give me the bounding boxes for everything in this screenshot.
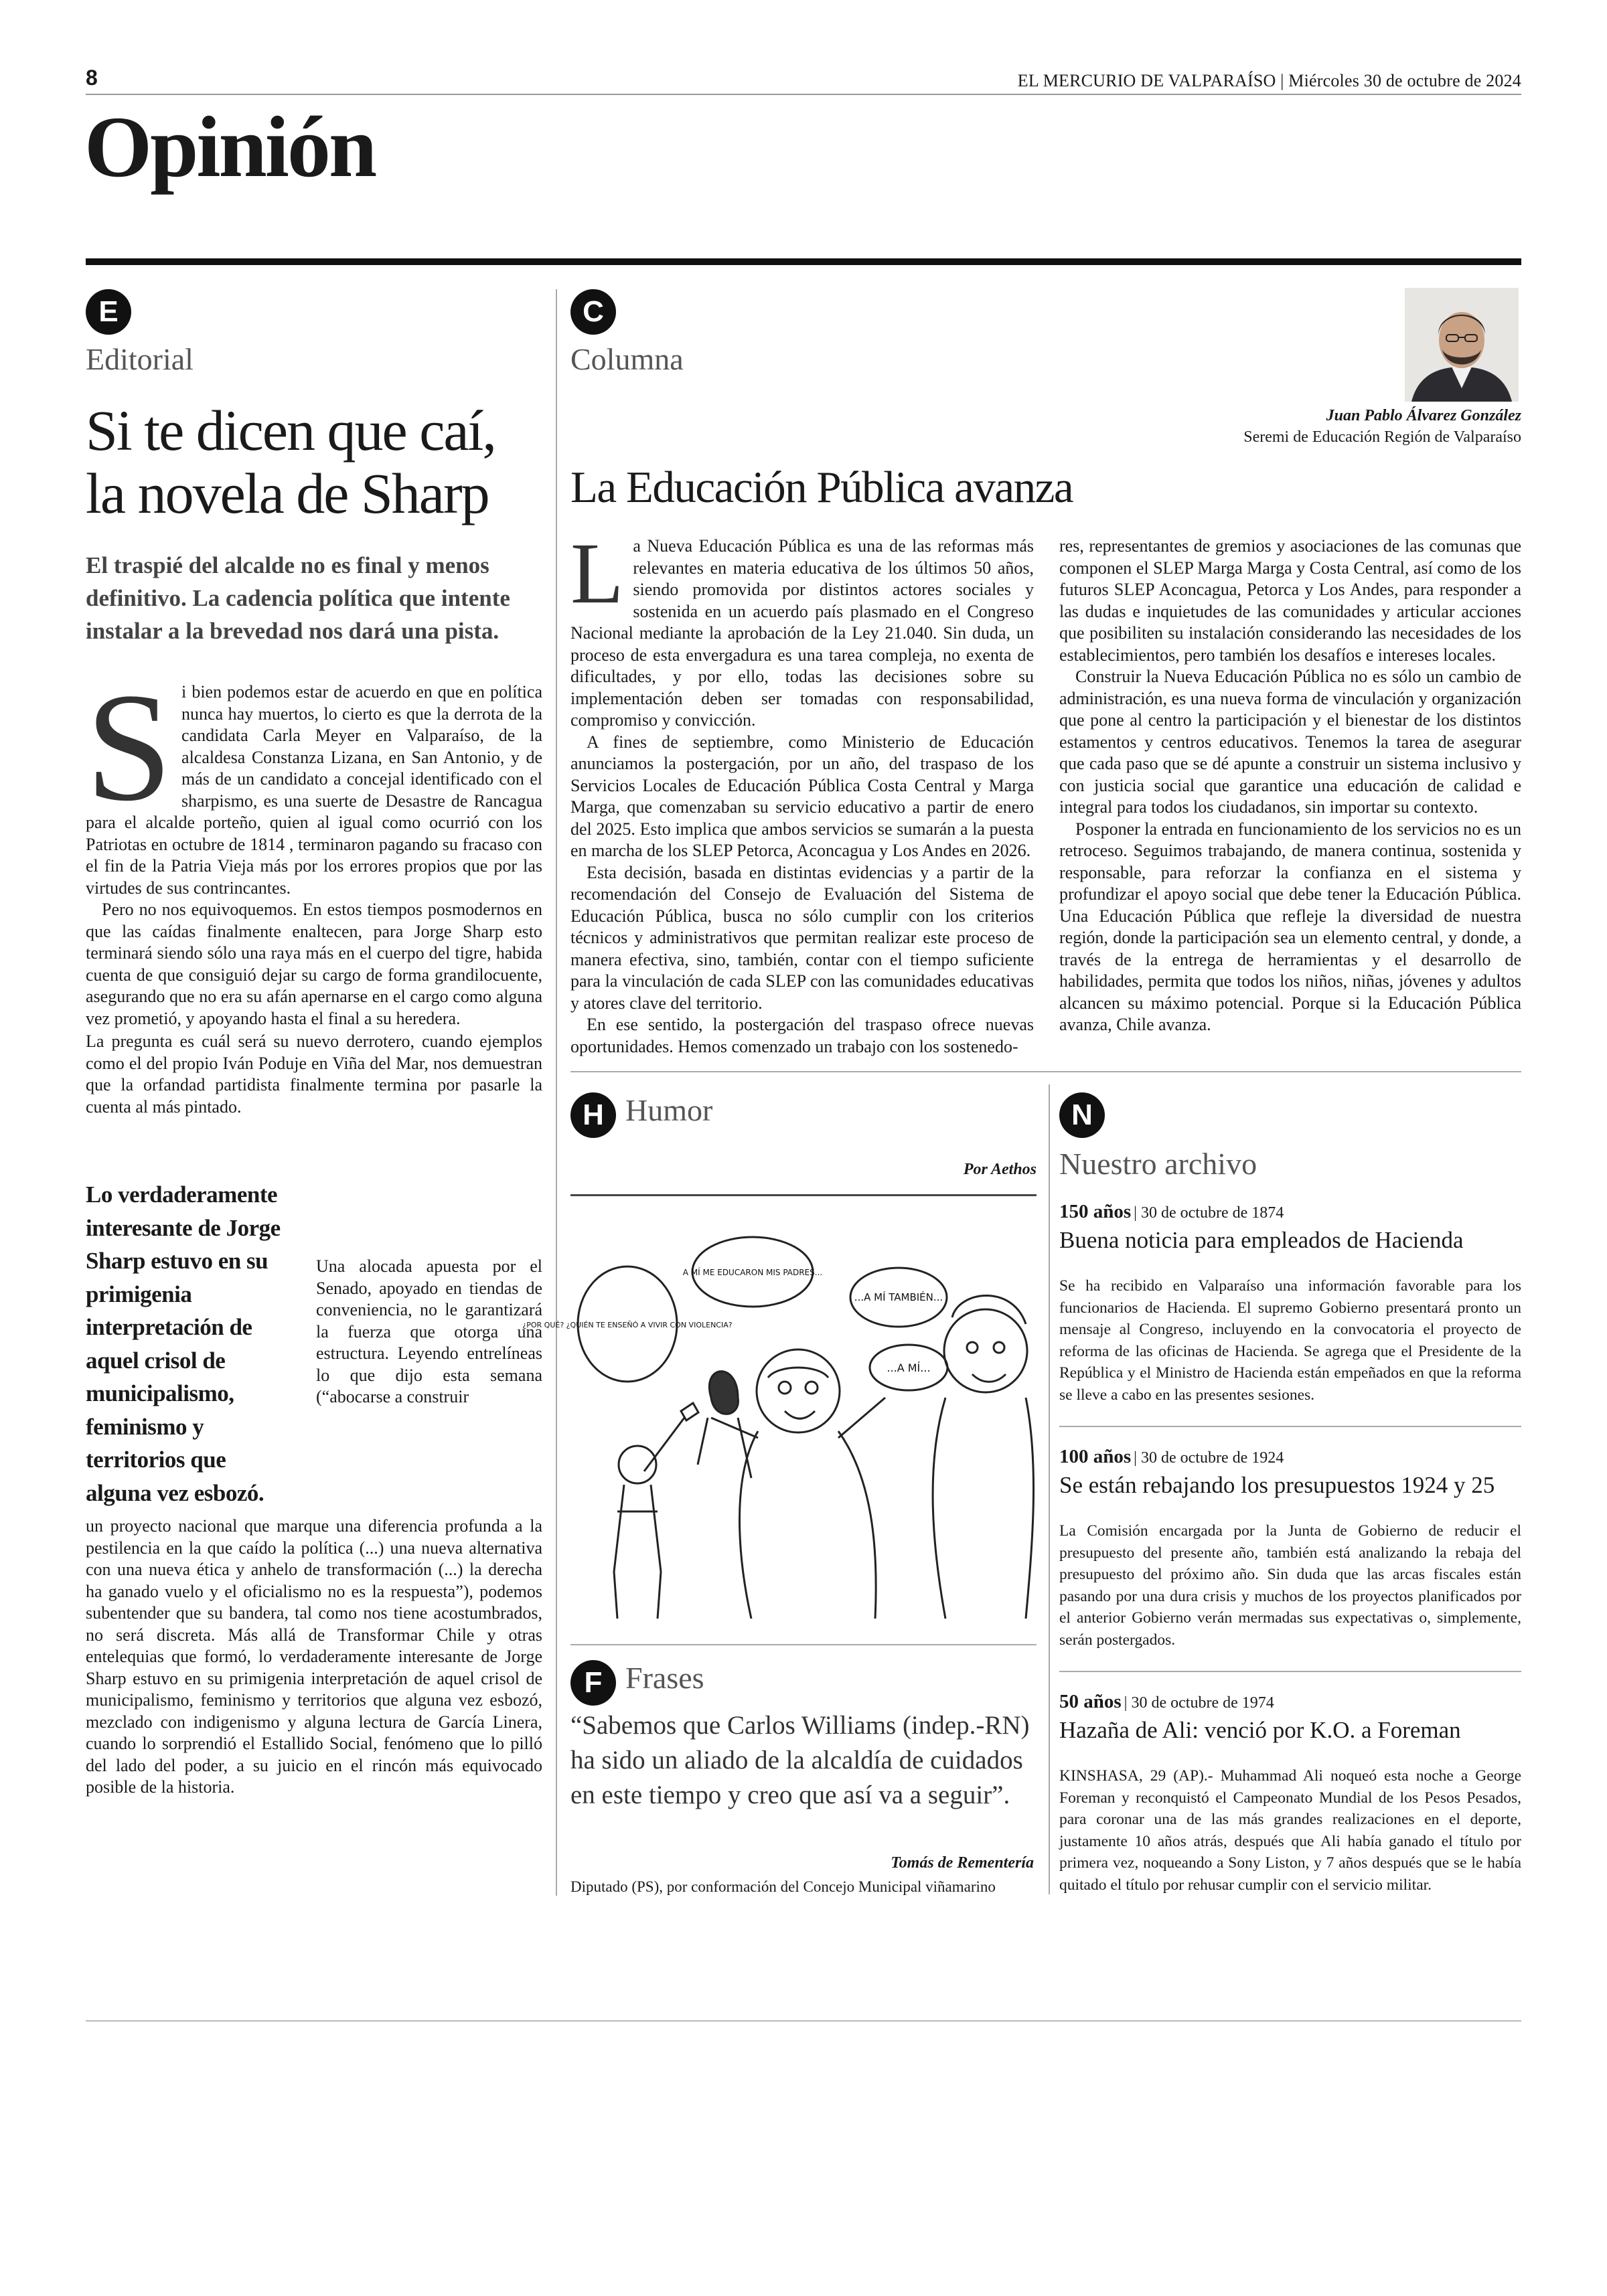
archive-years: 50 años — [1059, 1691, 1122, 1712]
editorial-body-inset — [316, 1256, 542, 1408]
frases-quote: “Sabemos que Carlos Williams (indep.-RN) ha sido un aliado de la alcaldía de cuidados en este tiempo y creo que así va a seguir”. — [570, 1711, 1030, 1809]
column-body-right — [1059, 536, 1521, 1036]
masthead-name: EL MERCURIO DE VALPARAÍSO — [1017, 71, 1276, 90]
archive-separator — [1059, 1671, 1521, 1672]
section-rule — [86, 258, 1521, 265]
author-avatar — [1405, 288, 1519, 402]
archive-date: | 30 de octubre de 1924 — [1134, 1449, 1284, 1467]
cartoon-rule — [570, 1194, 1037, 1196]
editorial-paragraph: un proyecto nacional que marque una diferencia profunda a la pestilencia en la que caído la política (...) una nueva alternativa con una nueva ética y anhelo de transformación (...) la derecha ha ganado vuelo y el oficialismo no es la respuesta”), podemos subentender que su bandera, tal como nos tiene acostumbrados, no será discreta. Más allá de Transformar Chile y otras entelequias que formó, lo verdaderamente interesante de Jorge Sharp estuvo en su primigenia interpretación de aquel crisol de municipalismo, feminismo y territorios que alguna vez esbozó, mezclado con indigenismo y alguna lectura de García Linera, cuando lo sorprendió el Estallido Social, fenómeno que lo pilló del lado del poder, a su juicio en el rincón más equivocado posible de la historia. — [86, 1516, 542, 1797]
editorial-paragraph — [86, 1031, 542, 1118]
frases-divider — [570, 1644, 1037, 1645]
editorial-body — [86, 661, 542, 1118]
cartoon-illustration — [522, 1197, 1037, 1625]
column-paragraph: Esta decisión, basada en distintas evidencias y a partir de la recomendación del Consejo de Evaluación del Sistema de Educación Pública, busca no sólo cumplir con los criterios técnicos y administrativos que permitan realizar este proceso de manera efectiva, sino, también, contar con el tiempo suficiente para la vinculación de cada SLEP con las comunidades educativas y atores clave del territorio. — [570, 862, 1034, 1013]
humor-credit: Por Aethos — [963, 1161, 1037, 1178]
editorial-deck: El traspié del alcalde no es final y menos definitivo. La cadencia política que intente instalar a la brevedad nos dará una pista. — [86, 552, 510, 644]
frases-badge: F — [570, 1660, 616, 1706]
frases-role: Diputado (PS), por conformación del Concejo Municipal viñamarino — [570, 1878, 996, 1895]
column-paragraph: a Nueva Educación Pública es una de las reformas más relevantes en materia educativa de los últimos 50 años, siendo promovida por distintos actores sociales y sostenida en un acuerdo país plasmado en el Congreso Nacional mediante la aprobación de la Ley 21.040. Sin duda, un proceso de esta envergadura es una tarea compleja, no exenta de dificultades, y por ello, todas las decisiones sobre su implementación deben ser tomadas con responsabilidad, compromiso y convicción. — [570, 536, 1034, 730]
editorial-paragraph-start: La pregunta es cuál será su nuevo derrotero, cuando ejemplos como el del propio Iván Poduje en Viña del Mar, nos demuestran que la orfandad partidista finalmente termina por pasarle la cuenta al más pintado. — [86, 1032, 542, 1117]
editorial-paragraph: Una alocada apuesta por el Senado, apoyado en tiendas de conveniencia, no le garantizará la fuerza que otorga una estructura. Leyendo entrelíneas lo que dijo esta semana (“abocarse a construir — [316, 1256, 542, 1406]
archive-title: Hazaña de Ali: venció por K.O. a Foreman — [1059, 1717, 1461, 1743]
frases-label: Frases — [625, 1661, 704, 1695]
archive-body: Se ha recibido en Valparaíso una información favorable para los funcionarios de Hacienda. El supremo Gobierno presentará pronto un mensaje al Congreso, incluyendo en la convocatoria el proyecto de reforma de las oficinas de Hacienda. Se agrega que el Presidente de la República y el Ministro de Hacienda están empeñados en que la reforma se lleve a cabo en las presentes sesiones. — [1059, 1277, 1521, 1404]
editorial-body-continued — [86, 1515, 542, 1799]
column-author: Juan Pablo Álvarez González — [1326, 407, 1521, 424]
masthead: EL MERCURIO DE VALPARAÍSO | Miércoles 30 de octubre de 2024 — [1017, 71, 1521, 90]
editorial-headline — [86, 399, 568, 525]
column-paragraph: A fines de septiembre, como Ministerio de Educación anunciamos la postergación, por un año, del traspaso de los Servicios Locales de Educación Pública Costa Central y Marga Marga, que comenzaban su servicio educativo a partir de enero del 2025. Esto implica que ambos servicios se sumarán a la puesta en marcha de los SLEP Petorca, Aconcagua y Los Andes en 2026. — [570, 732, 1034, 860]
column-dropcap: L — [570, 525, 624, 622]
section-title: Opinión — [84, 99, 376, 195]
author-photo-icon — [1405, 288, 1519, 402]
archive-date: | 30 de octubre de 1874 — [1134, 1204, 1284, 1222]
archive-date-text: 30 de octubre de 1924 — [1140, 1449, 1284, 1467]
archive-label: Nuestro archivo — [1059, 1147, 1257, 1181]
column-label: Columna — [570, 342, 684, 376]
column-author-role: Seremi de Educación Región de Valparaíso — [1243, 428, 1521, 446]
editorial-paragraph: Pero no nos equivoquemos. En estos tiempos posmodernos en que las caídas finalmente enaltecen, para Jorge Sharp esto terminará siendo sólo una raya más en el cuerpo del tigre, habida cuenta de que consiguió dejar su cargo de forma grandilocuente, asegurando que no era su afán apernarse en el cargo como alguna vez prometió, y apoyando hasta el final a su heredera. — [86, 900, 542, 1028]
column-headline: La Educación Pública avanza — [570, 463, 1073, 512]
editorial-dropcap: S — [86, 661, 173, 833]
archive-body: KINSHASA, 29 (AP).- Muhammad Ali noqueó esta noche a George Foreman y reconquistó el Campeonato Mundial de los Pesos Pesados, para coronar una de las más grandes realizaciones en el deporte, justamente 10 años atrás, después que Ali había ganado el título por primera vez, noqueando a Sony Liston, y 7 años después que se le había quitado el título por rehusar cumplir con el servicio militar. — [1059, 1767, 1521, 1894]
archive-badge: N — [1059, 1092, 1105, 1138]
archive-item — [1059, 1446, 1521, 1651]
archive-date-text: 30 de octubre de 1974 — [1131, 1694, 1274, 1712]
editorial-badge: E — [86, 289, 131, 335]
column-paragraph: res, representantes de gremios y asociaciones de las comunas que componen el SLEP Marga Marga y Costa Central, así como de los futuros SLEP Aconcagua, Petorca y Los Andes, para responder a las dudas e inquietudes de las comunidades y articular acciones que posibiliten su instalación considerando las necesidades de los establecimientos, pero también los desafíos e intereses locales. — [1059, 536, 1521, 665]
speech-bubble-4-text: ...A MÍ... — [887, 1362, 931, 1374]
column-paragraph: Posponer la entrada en funcionamiento de los servicios no es un retroceso. Seguimos trabajando, de manera continua, sostenida y responsable, para reforzar la confianza en el sistema y profundizar el apoyo social que debe tener la Educación Pública. Una Educación Pública que refleje la diversidad de nuestra región, donde la participación sea un elemento central, y donde, a través de la entrega de herramientas y el desarrollo de habilidades, permita que todos los niños, niñas, jóvenes y adultos alcancen su máximo potencial. Porque si la Educación Pública avanza, Chile avanza. — [1059, 819, 1521, 1034]
column-badge: C — [570, 289, 616, 335]
editorial-paragraph: i bien podemos estar de acuerdo en que en política nunca hay muertos, lo cierto es que la derrota de la candidata Carla Meyer en Valparaíso, de la alcaldesa Constanza Lizana, en San Antonio, y de más de un candidato a concejal identificado con el sharpismo, es una suerte de Desastre de Rancagua para el alcalde porteño, quien al igual como ocurrió con los Patriotas en octubre de 1814 , terminaron pagando su fracaso con el fin de la Patria Vieja más por los errores propios que por las virtudes de sus contrincantes. — [86, 682, 542, 898]
archive-years: 100 años — [1059, 1446, 1132, 1467]
speech-bubble-1-text: ¿POR QUÉ? ¿QUIÉN TE ENSEÑÓ A VIVIR CON VIOLENCIA? — [522, 1321, 733, 1329]
archive-title: Buena noticia para empleados de Hacienda — [1059, 1227, 1464, 1253]
editorial-label: Editorial — [86, 342, 194, 376]
archive-title: Se están rebajando los presupuestos 1924 y 25 — [1059, 1472, 1495, 1498]
column-paragraph: Construir la Nueva Educación Pública no es sólo un cambio de administración, es una nueva forma de vinculación y organización que pone al centro la participación y el bienestar de los distintos estamentos y centros educativos. Tenemos la tarea de asegurar que cada paso que se dé apunte a construir un sistema inclusivo y con justicia social que garantice una educación de calidad e integral para todos los ciudadanos, sin importar su contexto. — [1059, 667, 1521, 817]
archive-divider — [1049, 1084, 1050, 1894]
archive-body: La Comisión encargada por la Junta de Gobierno de reducir el presupuesto del presente año, también está analizando la rebaja del presupuesto del próximo año. Sin duda que las arcas fiscales están pasando por una dura crisis y muchos de los proyectos planificados por el anterior Gobierno verán mermadas sus expectativas o, simplemente, serán postergados. — [1059, 1522, 1521, 1649]
bottom-rule — [86, 2020, 1521, 2022]
column-paragraph: En ese sentido, la postergación del traspaso ofrece nuevas oportunidades. Hemos comenzado un trabajo con los sostenedo- — [570, 1015, 1034, 1056]
section-divider — [570, 1071, 1521, 1072]
humor-label: Humor — [625, 1093, 713, 1127]
editorial-headline-line-1: Si te dicen que caí, — [86, 398, 495, 463]
archive-item — [1059, 1691, 1521, 1896]
column-divider — [556, 289, 557, 1896]
editorial-pullquote: Lo verdaderamente interesante de Jorge Sharp estuvo en su primigenia interpretación de aquel crisol de municipalismo, feminismo y territorios que alguna vez esbozó. — [86, 1181, 281, 1506]
editorial-headline-line-2: la novela de Sharp — [86, 461, 489, 525]
archive-item — [1059, 1201, 1521, 1406]
issue-date: Miércoles 30 de octubre de 2024 — [1288, 71, 1521, 90]
page-number: 8 — [86, 66, 98, 90]
frases-author: Tomás de Rementería — [891, 1854, 1034, 1872]
speech-bubble-2-text: A MÍ ME EDUCARON MIS PADRES... — [682, 1268, 823, 1277]
top-rule — [86, 94, 1521, 95]
archive-date-text: 30 de octubre de 1874 — [1140, 1204, 1284, 1222]
archive-separator — [1059, 1426, 1521, 1427]
humor-badge: H — [570, 1092, 616, 1138]
archive-years: 150 años — [1059, 1201, 1132, 1222]
speech-bubble-3-text: ...A MÍ TAMBIÉN... — [854, 1291, 943, 1303]
archive-date: | 30 de octubre de 1974 — [1124, 1694, 1274, 1712]
column-body-left — [570, 525, 1034, 1058]
